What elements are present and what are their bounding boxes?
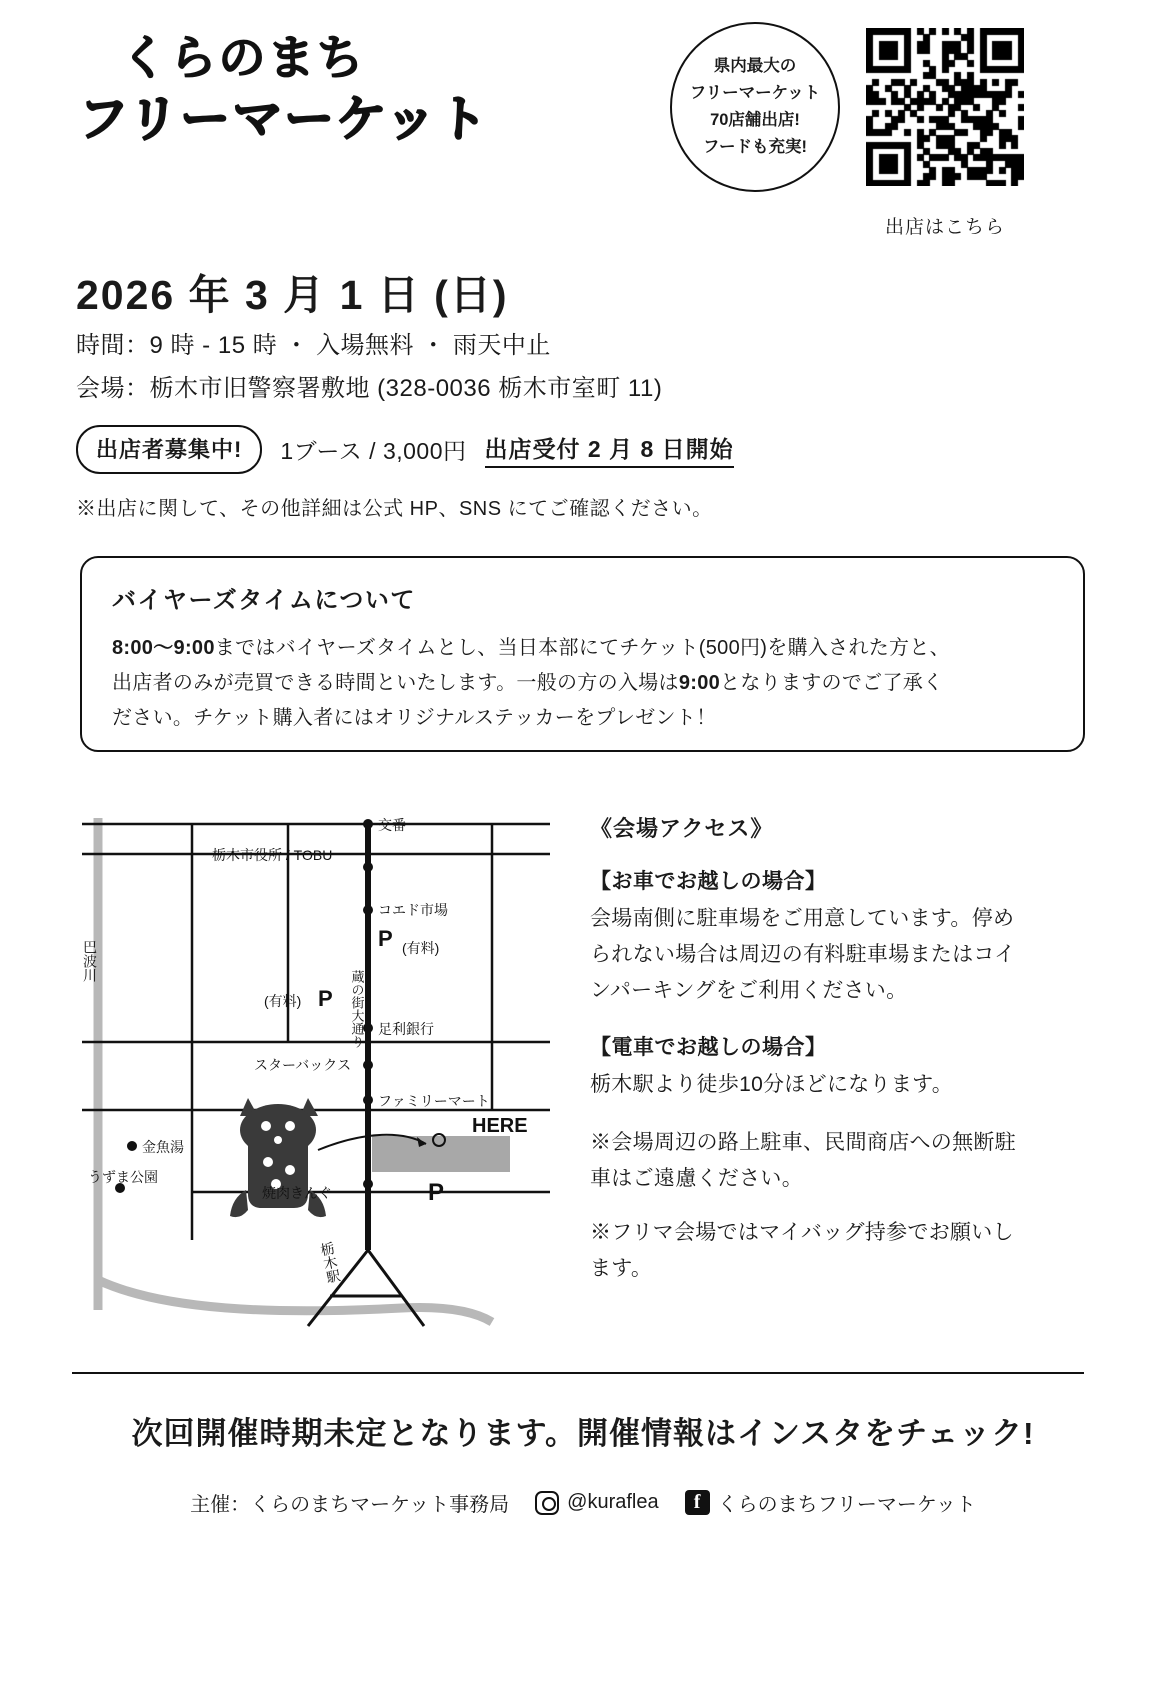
event-note: ※出店に関して、その他詳細は公式 HP、SNS にてご確認ください。 [76,498,713,520]
buyer-time-box [80,556,1085,752]
badge-line-3: 70店舗出店! [710,111,800,129]
buyer-time-range: 8:00〜9:00 [112,637,215,659]
qr-code-icon[interactable] [866,28,1024,186]
access-note-1: ※会場周辺の路上駐車、民間商店への無断駐車はご遠慮ください。 [590,1131,1016,1190]
event-venue: 会場：栃木市旧警察署敷地 (328-0036 栃木市室町 11) [76,375,663,402]
access-car-body: 会場南側に駐車場をご用意しています。停められない場合は周辺の有料駐車場またはコインパーキングをご利用ください。 [590,907,1016,1002]
svg-text:金魚湯: 金魚湯 [142,1139,184,1155]
svg-text:巴波川: 巴波川 [82,940,98,982]
buyer-time-line2-c: となりますのでご了承く [720,672,944,694]
badge-line-1: 県内最大の [713,57,797,75]
svg-text:うずま公園: うずま公園 [88,1169,158,1185]
buyer-time-line3: ださい。チケット購入者にはオリジナルステッカーをプレゼント！ [112,707,717,729]
svg-text:交番: 交番 [378,817,406,833]
recruit-badge: 出店者募集中! [76,425,262,474]
access-section [590,812,1030,1305]
svg-text:スターバックス: スターバックス [254,1057,352,1073]
svg-text:栃木市役所 / TOBU: 栃木市役所 / TOBU [212,847,333,863]
brand-logo [76,28,491,188]
access-note-2: ※フリマ会場ではマイバッグ持参でお願いします。 [590,1221,1014,1280]
svg-text:足利銀行: 足利銀行 [378,1021,434,1037]
facebook-icon: f [685,1490,710,1515]
application-start: 出店受付 2 月 8 日開始 [485,431,734,468]
svg-text:P: P [378,926,393,951]
buyer-time-title: バイヤーズタイムについて [112,587,416,614]
svg-text:蔵の街大通り: 蔵の街大通り [349,970,365,1048]
footer-instagram[interactable] [535,1491,658,1515]
svg-text:(有料): (有料) [402,940,440,956]
svg-text:(有料): (有料) [264,993,302,1009]
footer-divider [72,1372,1084,1374]
footer-headline: 次回開催時期未定となります。開催情報はインスタをチェック! [131,1416,1035,1451]
buyer-time-line2-a: 出店者のみが売買できる時間といたします。一般の方の入場は [112,672,679,694]
badge-line-4: フードも充実! [703,138,807,156]
buyer-time-body [112,631,1053,736]
badge-line-2: フリーマーケット [689,84,821,102]
buyer-time-open: 9:00 [678,672,721,694]
buyer-time-line1-text: まではバイヤーズタイムとし、当日本部にてチケット(500円)を購入された方と、 [214,637,950,659]
instagram-icon [535,1491,559,1515]
facebook-name: くらのまちフリーマーケット [717,1494,976,1516]
footer-organizer [190,1488,509,1517]
svg-text:HERE: HERE [472,1115,528,1137]
instagram-handle: @kuraflea [567,1491,659,1513]
recruitment-row [76,425,734,474]
footer-contacts [0,1488,1166,1517]
svg-text:焼肉きんぐ: 焼肉きんぐ [262,1185,332,1201]
access-title: 《会場アクセス》 [590,816,774,841]
svg-text:P: P [318,986,333,1011]
event-time: 時間：9 時 - 15 時 ・ 入場無料 ・ 雨天中止 [76,332,551,359]
logo-line-1: くらのまち [120,31,366,84]
footer-facebook[interactable] [685,1488,976,1517]
svg-text:栃木駅: 栃木駅 [318,1240,343,1285]
access-train-body: 栃木駅より徒歩10分ほどになります。 [590,1073,954,1096]
venue-map [72,810,562,1330]
organizer-label: 主催：くらのまちマーケット事務局 [190,1494,510,1516]
highlight-badge [670,22,840,192]
access-car-heading: 【お車でお越しの場合】 [590,870,827,893]
qr-caption: 出店はこちら [884,217,1005,238]
svg-text:ファミリーマート: ファミリーマート [378,1093,490,1109]
logo-line-2: フリーマーケット [76,91,491,147]
event-date: 2026 年 3 月 1 日 (日) [76,272,509,318]
access-train-heading: 【電車でお越しの場合】 [590,1036,827,1059]
svg-text:P: P [428,1179,445,1206]
svg-text:コエド市場: コエド市場 [378,902,448,918]
booth-price: 1ブース / 3,000円 [280,438,467,464]
